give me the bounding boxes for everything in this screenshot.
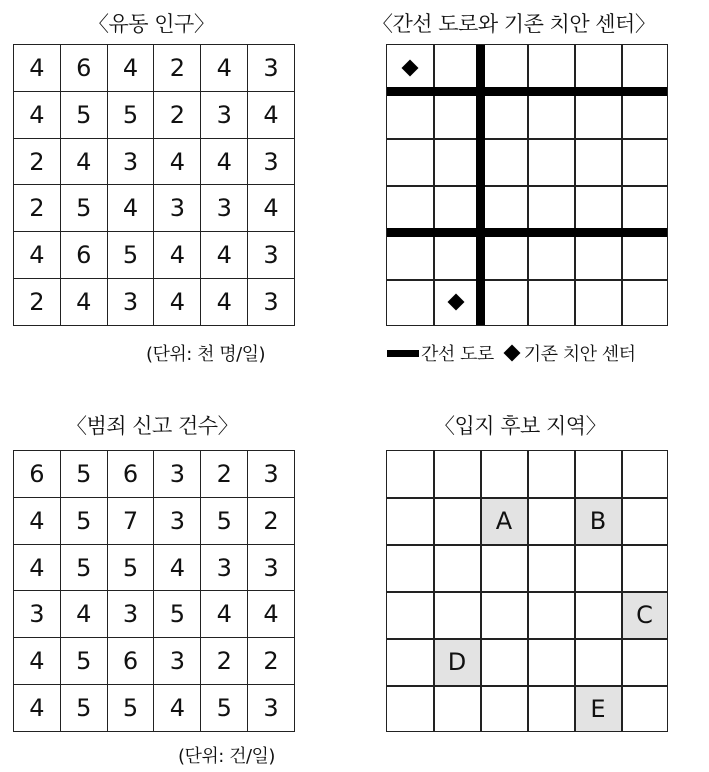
- table-cell: 5: [107, 232, 154, 279]
- table-cell: 4: [60, 591, 107, 638]
- table-cell: 6: [60, 45, 107, 92]
- table-cell: 2: [154, 45, 201, 92]
- table-cell: 5: [60, 91, 107, 138]
- table-cell: 2: [248, 497, 295, 544]
- table-cell: 6: [107, 451, 154, 498]
- main-road-horizontal-2: [387, 228, 667, 237]
- candidate-C: C: [622, 592, 667, 638]
- table-row: [14, 91, 295, 138]
- table-cell: 3: [154, 497, 201, 544]
- table-cell: 5: [154, 591, 201, 638]
- table-cell: 4: [154, 544, 201, 591]
- candidates-title: 〈입지 후보 지역〉: [434, 414, 607, 438]
- main-road-horizontal-1: [387, 87, 667, 96]
- table-row: [14, 232, 295, 279]
- table-cell: 2: [201, 638, 248, 685]
- road-legend-label: 간선 도로: [421, 344, 494, 365]
- table-cell: 4: [201, 232, 248, 279]
- table-cell: 2: [14, 185, 61, 232]
- table-row: [14, 591, 295, 638]
- table-cell: 2: [201, 451, 248, 498]
- table-row: [14, 185, 295, 232]
- crime-title: 〈범죄 신고 건수〉: [66, 414, 239, 438]
- table-cell: 3: [107, 591, 154, 638]
- table-cell: 3: [107, 279, 154, 326]
- table-row: [14, 279, 295, 326]
- table-cell: 5: [60, 185, 107, 232]
- population-title: 〈유동 인구〉: [88, 12, 215, 36]
- road-legend-icon: [387, 350, 419, 357]
- candidate-E: E: [575, 686, 621, 731]
- table-cell: 4: [60, 279, 107, 326]
- candidates-map: [386, 450, 668, 732]
- center-legend-icon: [503, 345, 520, 362]
- table-cell: 3: [201, 544, 248, 591]
- table-cell: 4: [201, 138, 248, 185]
- table-cell: 4: [154, 138, 201, 185]
- table-cell: 3: [154, 185, 201, 232]
- table-cell: 3: [154, 451, 201, 498]
- table-cell: 4: [154, 279, 201, 326]
- table-cell: 3: [154, 638, 201, 685]
- table-cell: 4: [154, 685, 201, 732]
- table-cell: 4: [107, 45, 154, 92]
- table-cell: 5: [60, 544, 107, 591]
- table-cell: 4: [201, 45, 248, 92]
- table-cell: 4: [248, 91, 295, 138]
- table-cell: 4: [14, 544, 61, 591]
- table-cell: 5: [107, 91, 154, 138]
- table-row: [14, 544, 295, 591]
- table-cell: 3: [248, 279, 295, 326]
- table-cell: 5: [201, 497, 248, 544]
- table-cell: 3: [248, 451, 295, 498]
- table-row: [14, 45, 295, 92]
- table-row: [14, 685, 295, 732]
- roads-map: [386, 44, 668, 326]
- candidate-D: D: [434, 639, 480, 685]
- table-cell: 6: [60, 232, 107, 279]
- table-cell: 3: [248, 232, 295, 279]
- table-cell: 6: [14, 451, 61, 498]
- table-cell: 5: [60, 497, 107, 544]
- table-row: [14, 138, 295, 185]
- population-unit: (단위: 천 명/일): [146, 344, 266, 365]
- table-cell: 4: [201, 279, 248, 326]
- table-cell: 4: [248, 591, 295, 638]
- police-center-marker-1: [402, 60, 419, 77]
- table-cell: 5: [60, 638, 107, 685]
- table-cell: 4: [14, 638, 61, 685]
- candidate-B: B: [575, 498, 621, 544]
- table-cell: 4: [248, 185, 295, 232]
- table-cell: 4: [14, 45, 61, 92]
- table-cell: 5: [107, 685, 154, 732]
- table-cell: 4: [201, 591, 248, 638]
- table-cell: 5: [107, 544, 154, 591]
- table-cell: 3: [248, 138, 295, 185]
- table-cell: 4: [60, 138, 107, 185]
- table-cell: 2: [154, 91, 201, 138]
- table-row: [14, 451, 295, 498]
- roads-title: 〈간선 도로와 기존 치안 센터〉: [372, 12, 656, 36]
- table-cell: 2: [14, 138, 61, 185]
- police-center-marker-2: [448, 294, 465, 311]
- table-cell: 6: [107, 638, 154, 685]
- crime-table: [13, 450, 295, 732]
- table-cell: 3: [248, 544, 295, 591]
- table-cell: 5: [201, 685, 248, 732]
- table-cell: 4: [14, 685, 61, 732]
- table-cell: 4: [14, 91, 61, 138]
- table-cell: 5: [60, 685, 107, 732]
- table-cell: 5: [60, 451, 107, 498]
- table-cell: 4: [14, 497, 61, 544]
- table-cell: 3: [248, 685, 295, 732]
- table-row: [14, 497, 295, 544]
- table-row: [14, 638, 295, 685]
- table-cell: 4: [154, 232, 201, 279]
- table-cell: 2: [14, 279, 61, 326]
- crime-unit: (단위: 건/일): [178, 746, 275, 767]
- candidate-A: A: [481, 498, 527, 544]
- table-cell: 4: [107, 185, 154, 232]
- table-cell: 4: [14, 232, 61, 279]
- table-cell: 3: [14, 591, 61, 638]
- table-cell: 2: [248, 638, 295, 685]
- roads-legend: [387, 340, 636, 366]
- center-legend-label: 기존 치안 센터: [523, 344, 636, 365]
- table-cell: 3: [107, 138, 154, 185]
- table-cell: 7: [107, 497, 154, 544]
- table-cell: 3: [248, 45, 295, 92]
- table-cell: 3: [201, 91, 248, 138]
- population-table: [13, 44, 295, 326]
- table-cell: 3: [201, 185, 248, 232]
